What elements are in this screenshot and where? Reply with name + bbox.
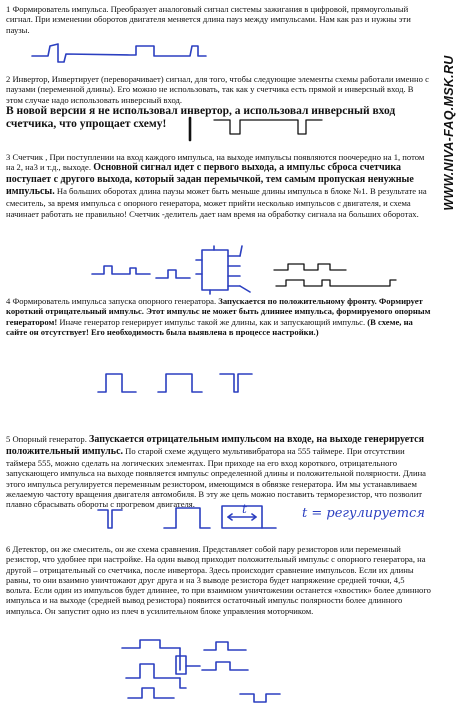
section-3-counter-sketch (90, 244, 400, 296)
section-6-detector-sketch (120, 636, 320, 712)
section-3-text (6, 152, 431, 219)
section-1-pulse-sketch (30, 40, 230, 70)
section-2-text: 2 Инвертор, Инвертирует (переворачивает) сигнал, для того, чтобы следующие элементы схемы работали именно с паузами (переменной длины). Его можно не использовать, так как у счетчика есть прямой и инверсный вход. В этом случае надо использовать инверсный вход. (6, 74, 429, 105)
section-5-reference-generator (6, 434, 431, 509)
section-6-detector (6, 544, 431, 616)
section-4-bold-2: Этот импульс не может быть длиннее импульса, формируемого опорным генератором! (6, 306, 431, 327)
section-3-intro: 3 Счетчик , При поступлении на вход каждого импульса, на выходе импульсы появляются поочередно на 1, потом на 2, на3 и т.д., выходе. (6, 152, 425, 173)
section-4-plain: Иначе генератор генерирует импульс такой же длины, как и запускающий импульс. (59, 316, 366, 327)
section-2-bold-note: В новой версии я не использовал инвертор, а использовал инверсный вход счетчика, что упрощает схему! (6, 104, 396, 131)
section-4-intro: 4 Формирователь импульса запуска опорного генератора. (6, 296, 217, 306)
section-5-handwritten-note: t = регулируется (302, 506, 425, 521)
section-3-counter (6, 152, 431, 219)
site-watermark (440, 8, 458, 258)
section-3-rest: На больших оборотах длина паузы может быть меньше длины импульса в блоке №1. В результате на смеситель, за время импульса с опорного генератора, может прийти несколько импульсов с двигателя, и схема начинает работать не правильно! Счетчик -делитель дает нам время на обработку сигнала на больших оборотах. (6, 186, 427, 219)
section-1-text: 1 Формирователь импульса. Преобразует аналоговый сигнал системы зажигания в цифровой, прямоугольный сигнал. При изменении оборотов двигателя меняется длина пауз между импульсами. Нам как раз и нужны эти паузы. (6, 4, 411, 35)
section-4-bold-1: Запускается по положительному фронту. Формирует короткий отрицательный импульс. (6, 296, 423, 317)
section-5-text (6, 434, 431, 509)
section-5-intro: 5 Опорный генератор. (6, 434, 87, 444)
section-5-pulse-sketch (96, 500, 296, 536)
section-4-text (6, 296, 431, 337)
section-2-inverted-sketch (170, 112, 370, 144)
section-1-pulse-shaper (6, 4, 431, 35)
section-6-text: 6 Детектор, он же смеситель, он же схема сравнения. Представляет собой пару резисторов или переменный резистор, что удобнее при настройке. На один вывод приходит положительный импульс с опорного генератора, на другой – отрицательный со счетчика, после инвертора. Здесь происходит сравнение импульсов. Если их длины равны, то они взаимно уничтожают друг друга и на 3 выводе резистора будет напряжение средней точки, 4,5 вольта. Если один из импульсов будет длиннее, то при взаимном уничтожении останется «хвостик» более длинного импульса и на выходе (средней вывод резистора) появится остаточный импульс полярности более длинного импульса. Он запустит одно из плеч в усилительном блоке управления моторчиком. (6, 544, 431, 616)
section-5-bold: Запускается отрицательным импульсом на входе, на выходе генерируется положительный импульс. (6, 434, 425, 457)
section-5-t-label: t (242, 502, 247, 516)
site-url: WWW.NIVA-FAQ.MSK.RU (442, 55, 456, 211)
section-5-rest: По старой схеме ждущего мультивибратора на 555 таймере. При отсутствии таймера 555, можно сделать на логических элементах. При приходе на его вход короткого, отрицательного запускающего импульса на выходе появляется импульс определенной длины и положительной полярности. Длина этого импульса регулируется переменным резистором, имеющимся в обвязке генератора. Им мы устанавливаем желаемую частоту вращения двигателя автомобиля. В эту же цепь можно поставить терморезистор, что позволит плавно сбрасывать обороты с прогревом двигателя. (6, 446, 426, 510)
section-4-trigger-shaper (6, 296, 431, 337)
section-4-pulse-sketch (96, 366, 266, 400)
section-4-bold-3: (В схеме, на сайте он отсутствует! Его необходимость была выявлена в процессе настройки.) (6, 316, 413, 337)
section-3-bold: Основной сигнал идет с первого выхода, а импульс сброса счетчика поступает с другого выхода, который задан перемычкой, тем самым пропуская ненужные импульсы. (6, 162, 414, 198)
